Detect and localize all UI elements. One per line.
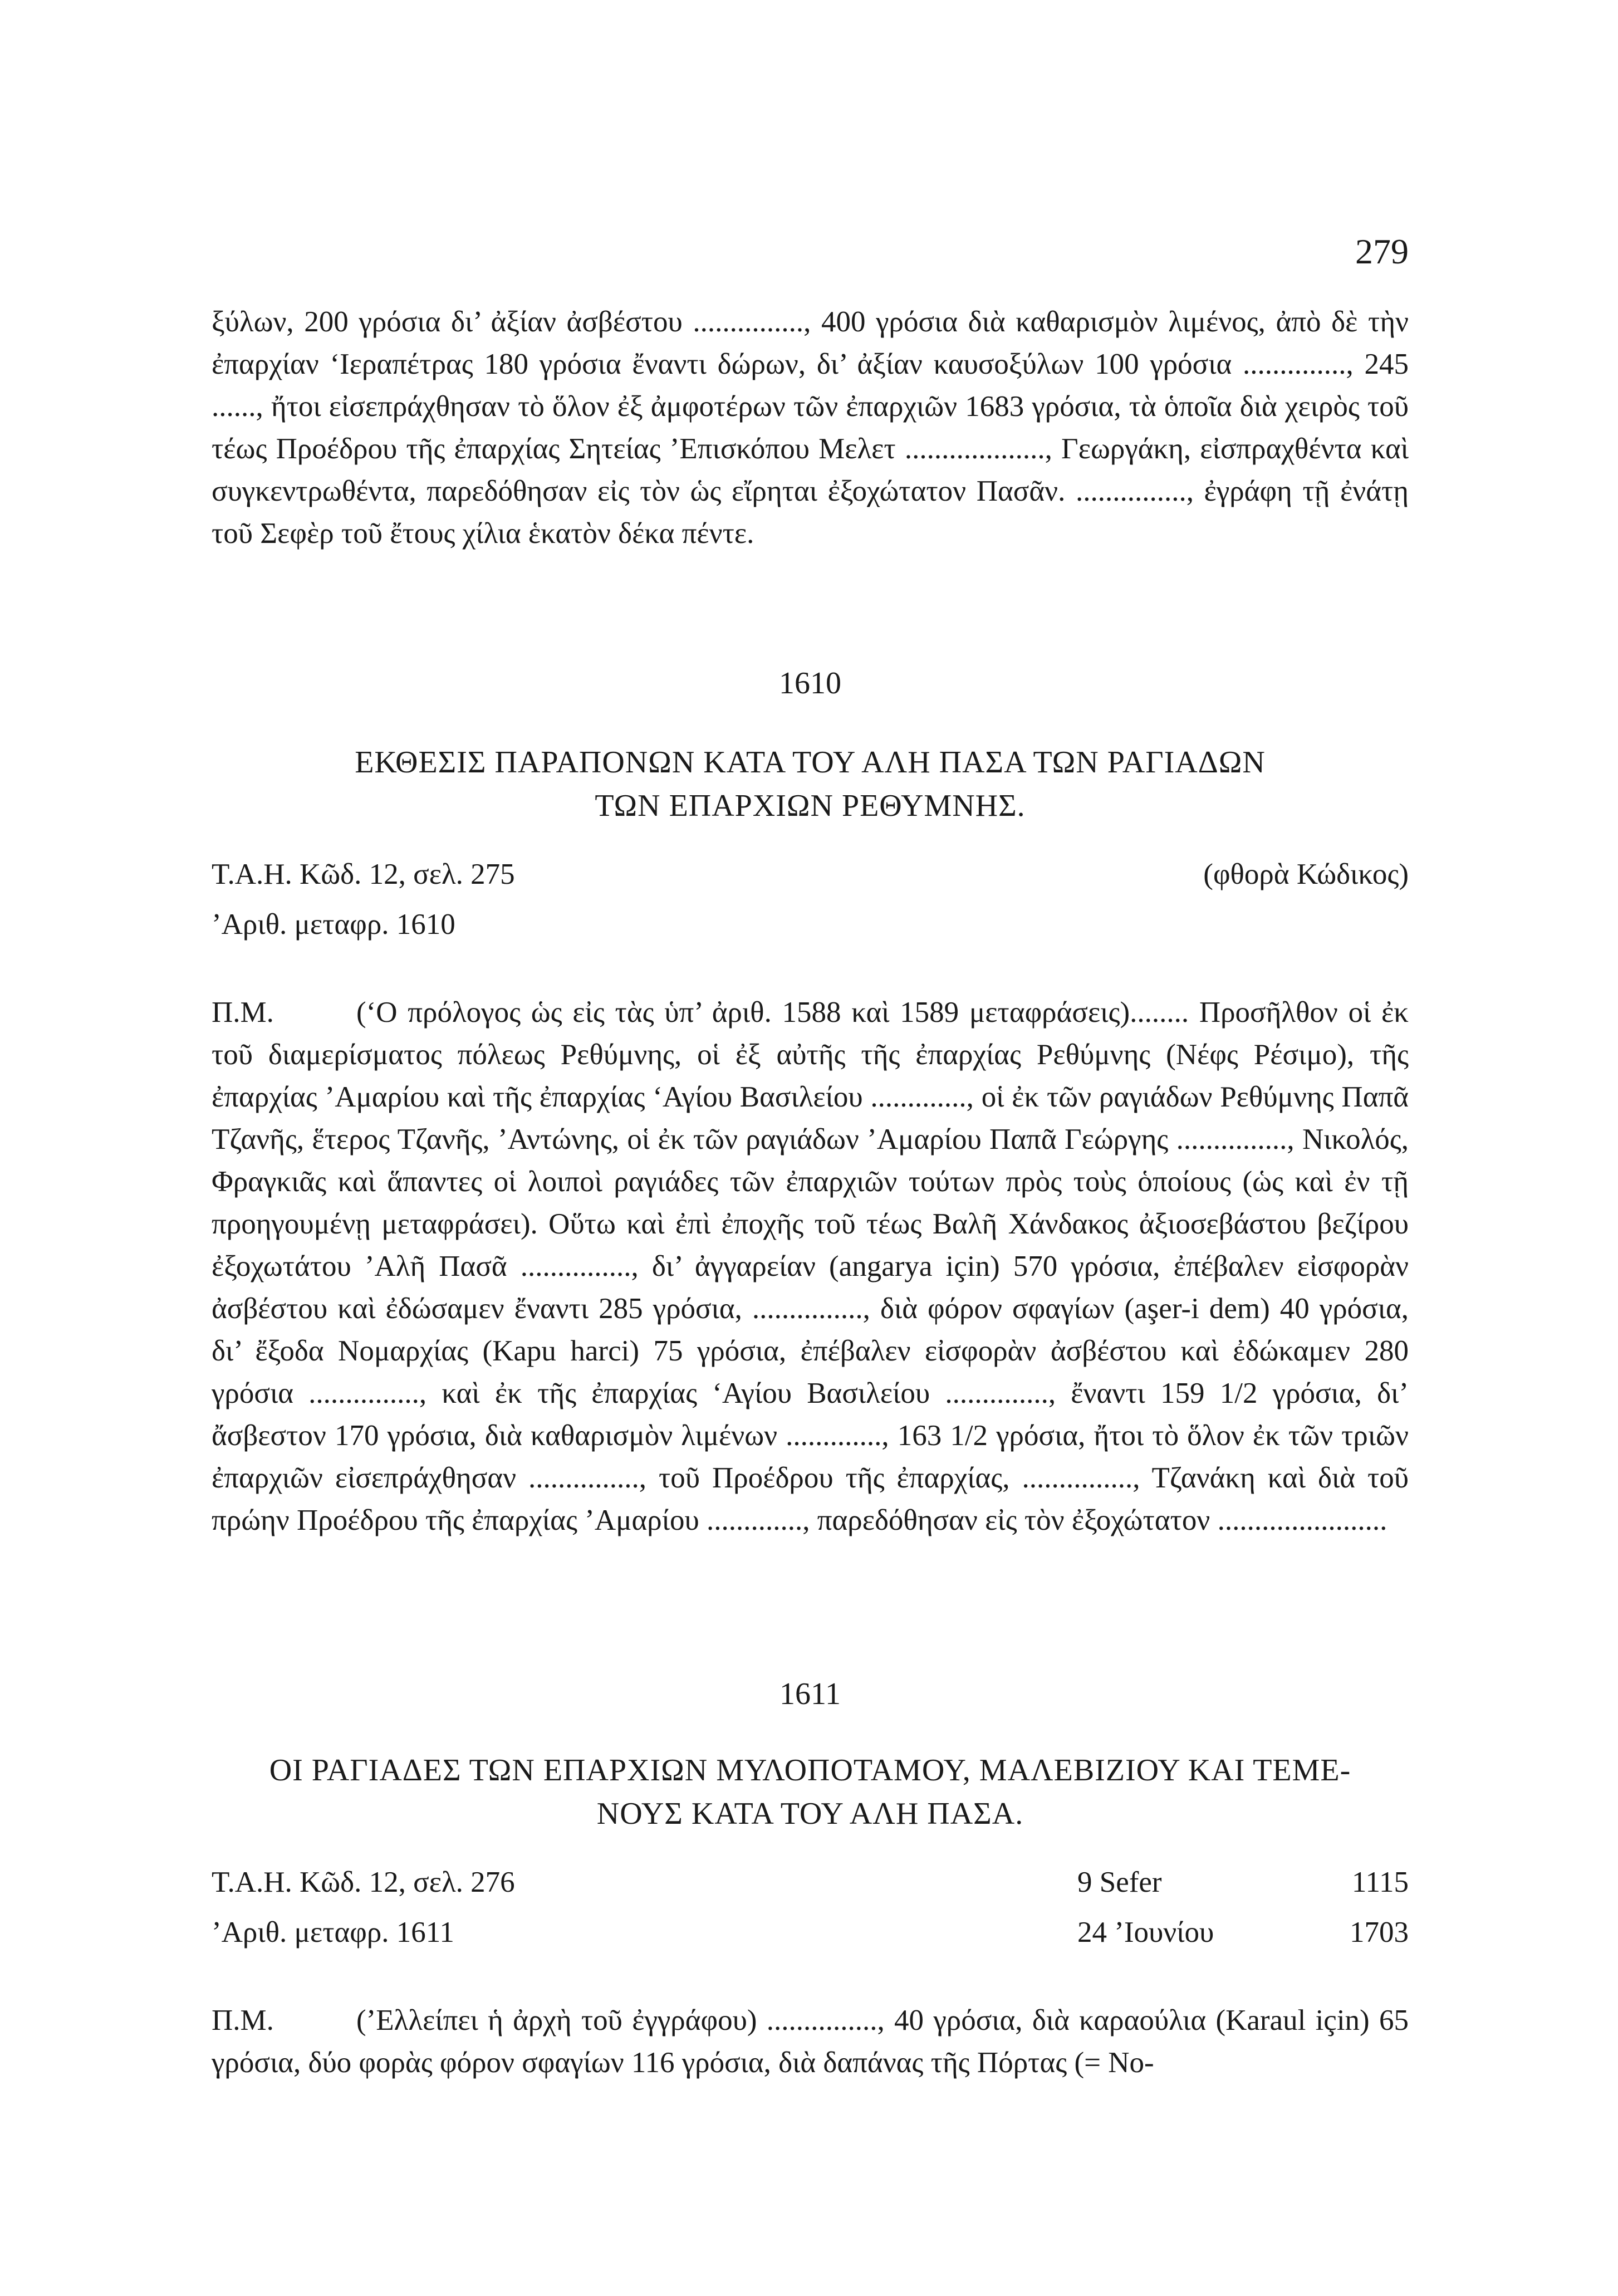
gregorian-year: 1703 <box>1350 1916 1409 1949</box>
pm-label: Π.Μ. <box>212 2004 274 2036</box>
gregorian-date: 24 ’Ιουνίου <box>1077 1916 1214 1949</box>
pm-text: (’Ελλείπει ἡ ἀρχὴ τοῦ ἐγγράφου) ..............., 40 γρόσια, διὰ καραούλια (Karaul için) 65 γρόσια, δύο φορὰς φόρον σφαγίων 116 γρόσια, διὰ δαπάνας τῆς Πόρτας (= Νο- <box>212 2004 1409 2079</box>
pm-paragraph-1611 <box>212 1999 1409 2084</box>
translation-number: ’Αριθ. μεταφρ. 1611 <box>212 1916 454 1949</box>
codex-note: (φθορὰ Κώδικος) <box>1203 858 1409 890</box>
reference-line-codex <box>212 1863 1409 1902</box>
translation-number: ’Αριθ. μεταφρ. 1610 <box>212 908 455 941</box>
page-number: 279 <box>1355 232 1409 271</box>
entry-title-1611 <box>212 1749 1409 1835</box>
hijri-year: 1115 <box>1351 1866 1409 1898</box>
entry-title-line: ΕΚΘΕΣΙΣ ΠΑΡΑΠΟΝΩΝ ΚΑΤΑ ΤΟΥ ΑΛΗ ΠΑΣΑ ΤΩΝ ΡΑΓΙΑΔΩΝ <box>355 745 1266 780</box>
pm-paragraph-1610 <box>212 991 1409 1541</box>
reference-line-translation <box>212 905 1409 944</box>
codex-reference: Τ.Α.Η. Κῶδ. 12, σελ. 275 <box>212 858 515 890</box>
codex-reference: Τ.Α.Η. Κῶδ. 12, σελ. 276 <box>212 1866 515 1898</box>
reference-line-codex <box>212 855 1409 894</box>
reference-line-translation <box>212 1913 1409 1952</box>
entry-title-line: ΤΩΝ ΕΠΑΡΧΙΩΝ ΡΕΘΥΜΝΗΣ. <box>595 789 1026 823</box>
pm-label: Π.Μ. <box>212 996 274 1029</box>
hijri-date: 9 Sefer <box>1077 1866 1162 1898</box>
continued-paragraph: ξύλων, 200 γρόσια δι’ ἀξίαν ἀσβέστου ..............., 400 γρόσια διὰ καθαρισμὸν λιμένος, ἀπὸ δὲ τὴν ἐπαρχίαν ‘Ιεραπέτρας 180 γρόσια ἔναντι δώρων, δι’ ἀξίαν καυσοξύλων 100 γρόσια .............., 245 ......, ἤτοι εἰσεπράχθησαν τὸ ὅλον ἐξ ἀμφοτέρων τῶν ἐπαρχιῶν 1683 γρόσια, τὰ ὁποῖα διὰ χειρὸς τοῦ τέως Προέδρου τῆς ἐπαρχίας Σητείας ’Επισκόπου Μελετ ..................., Γεωργάκη, εἰσπραχθέντα καὶ συγκεντρωθέντα, παρεδόθησαν εἰς τὸν ὡς εἴρηται ἐξοχώτατον Πασᾶν. ..............., ἐγράφη τῇ ἐνάτῃ τοῦ Σεφὲρ τοῦ ἔτους χίλια ἑκατὸν δέκα πέντε. <box>212 306 1409 550</box>
entry-number-1610: 1610 <box>779 666 841 701</box>
entry-title-line: ΟΙ ΡΑΓΙΑΔΕΣ ΤΩΝ ΕΠΑΡΧΙΩΝ ΜΥΛΟΠΟΤΑΜΟΥ, ΜΑΛΕΒΙΖΙΟΥ ΚΑΙ ΤΕΜΕ- <box>269 1753 1351 1788</box>
entry-number-1611: 1611 <box>779 1677 841 1711</box>
book-page <box>212 0 1409 2296</box>
entry-title-line: ΝΟΥΣ ΚΑΤΑ ΤΟΥ ΑΛΗ ΠΑΣΑ. <box>596 1796 1024 1831</box>
pm-text: (‘Ο πρόλογος ὡς εἰς τὰς ὑπ’ ἀριθ. 1588 καὶ 1589 μεταφράσεις)........ Προσῆλθον οἱ ἐκ τοῦ διαμερίσματος πόλεως Ρεθύμνης, οἱ ἐξ αὐτῆς τῆς ἐπαρχίας Ρεθύμνης (Νέφς Ρέσιμο), τῆς ἐπαρχίας ’Αμαρίου καὶ τῆς ἐπαρχίας ‘Αγίου Βασιλείου ............., οἱ ἐκ τῶν ραγιάδων Ρεθύμνης Παπᾶ Τζανῆς, ἕτερος Τζανῆς, ’Αντώνης, οἱ ἐκ τῶν ραγιάδων ’Αμαρίου Παπᾶ Γεώργης ..............., Νικολός, Φραγκιᾶς καὶ ἅπαντες οἱ λοιποὶ ραγιάδες τῶν ἐπαρχιῶν τούτων πρὸς τοὺς ὁποίους (ὡς καὶ ἐν τῇ προηγουμένῃ μεταφράσει). Οὕτω καὶ ἐπὶ ἐποχῆς τοῦ τέως Βαλῆ Χάνδακος ἀξιοσεβάστου βεζίρου ἐξοχωτάτου ’Αλῆ Πασᾶ ..............., δι’ ἀγγαρείαν (angarya için) 570 γρόσια, ἐπέβαλεν εἰσφορὰν ἀσβέστου καὶ ἐδώσαμεν ἔναντι 285 γρόσια, ..............., διὰ φόρον σφαγίων (aşer-i dem) 40 γρόσια, δι’ ἔξοδα Νομαρχίας (Kapu harci) 75 γρόσια, ἐπέβαλεν εἰσφορὰν ἀσβέστου καὶ ἐδώκαμεν 280 γρόσια ..............., καὶ ἐκ τῆς ἐπαρχίας ‘Αγίου Βασιλείου .............., ἔναντι 159 1/2 γρόσια, δι’ ἄσβεστον 170 γρόσια, διὰ καθαρισμὸν λιμένων ............., 163 1/2 γρόσια, ἤτοι τὸ ὅλον ἐκ τῶν τριῶν ἐπαρχιῶν εἰσεπράχθησαν ..............., τοῦ Προέδρου τῆς ἐπαρχίας, ..............., Τζανάκη καὶ διὰ τοῦ πρώην Προέδρου τῆς ἐπαρχίας ’Αμαρίου ............., παρεδόθησαν εἰς τὸν ἐξοχώτατον ....................... <box>212 996 1409 1536</box>
entry-title-1610 <box>212 741 1409 828</box>
